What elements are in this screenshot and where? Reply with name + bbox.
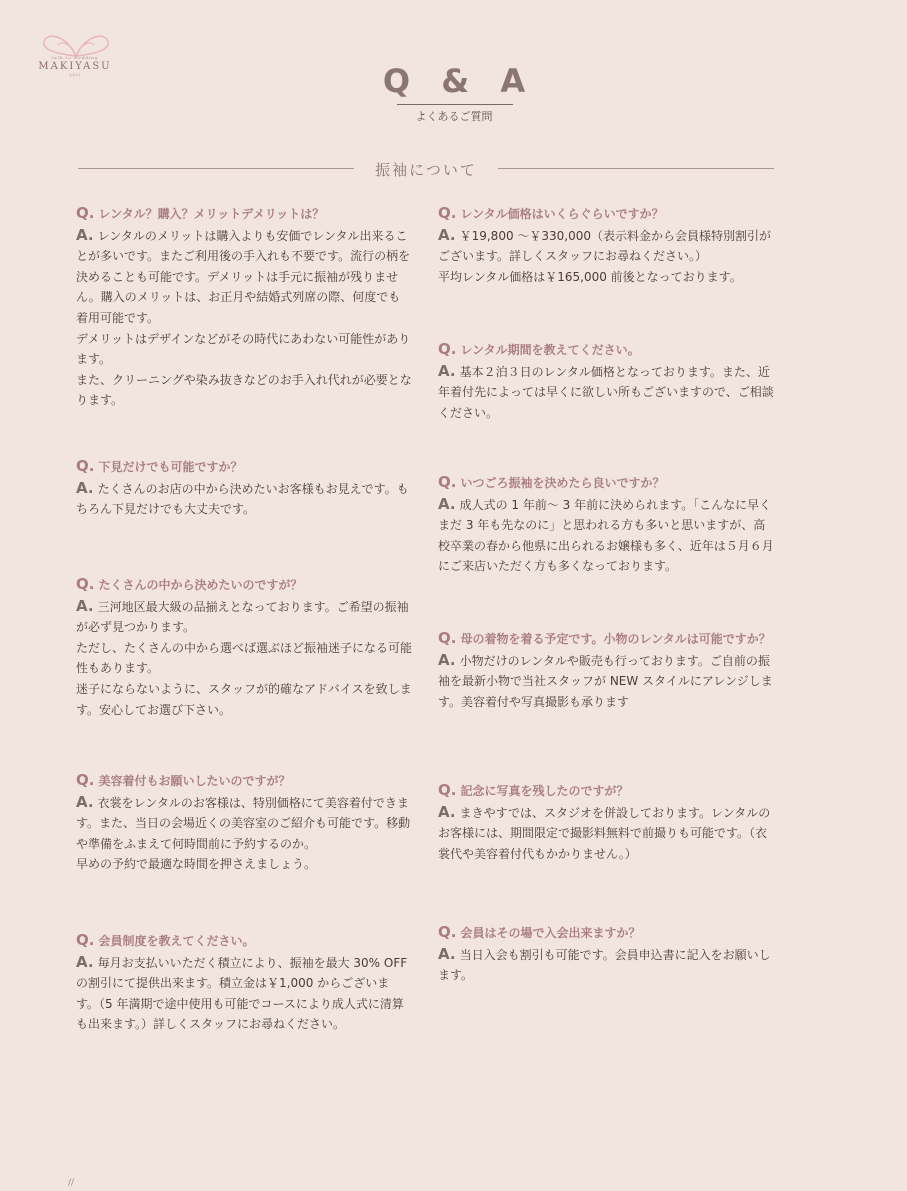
question-mark: Q.	[438, 204, 457, 222]
qa-item	[438, 780, 774, 864]
question-text: 会員制度を教えてください。	[98, 934, 255, 948]
question-mark: Q.	[438, 923, 457, 941]
question-text: 母の着物を着る予定です。小物のレンタルは可能ですか？	[460, 632, 771, 646]
qa-item	[76, 770, 412, 875]
answer-mark: A.	[76, 952, 94, 971]
question-mark: Q.	[76, 457, 95, 475]
question-text: いつごろ振袖を決めたら良いですか？	[460, 476, 665, 490]
answer-text: 衣裳をレンタルのお客様は、特別価格にて美容着付できます。また、当日の会場近くの美容室のご紹介も可能です。移動や準備をふまえて何時間前に予約するのか。	[76, 795, 411, 851]
section-title: 振袖について	[375, 161, 477, 179]
answer-text: また、クリーニングや染み抜きなどのお手入れ代れが必要となります。	[76, 372, 412, 408]
page-subtitle: よくあるご質問	[415, 110, 493, 123]
title-underline	[397, 104, 513, 105]
answer-mark: A.	[438, 944, 456, 963]
answer-text: たくさんのお店の中から決めたいお客様もお見えです。もちろん下見だけでも大丈夫です。	[76, 481, 409, 517]
question-text: 下見だけでも可能ですか？	[98, 460, 243, 474]
answer-text: 早めの予約で最適な時間を押さえましょう。	[76, 857, 317, 872]
answer-text: ￥19,800 〜￥330,000（表示料金から会員様特別割引がございます。詳しくスタッフにお尋ねください。）	[438, 228, 772, 264]
question-text: 会員はその場で入会出来ますか？	[460, 926, 641, 940]
qa-item	[438, 922, 774, 986]
answer-text: 当日入会も割引も可能です。会員申込書に記入をお願いします。	[438, 947, 771, 983]
question-text: 美容着付もお願いしたいのですが？	[98, 774, 291, 788]
answer-text: ただし、たくさんの中から選べば選ぶほど振袖迷子になる可能性もあります。	[76, 640, 413, 676]
question-mark: Q.	[438, 781, 457, 799]
qa-item	[76, 203, 412, 411]
logo-tagline: talk to wedding	[51, 55, 99, 60]
question-mark: Q.	[438, 340, 457, 358]
answer-mark: A.	[438, 802, 456, 821]
answer-text: 迷子にならないように、スタッフが的確なアドバイスを致します。安心してお選び下さい。	[76, 681, 412, 717]
answer-text: まきやすでは、スタジオを併設しております。レンタルのお客様には、期間限定で撮影料無料で前撮りも可能です。（衣裳代や美容着付代もかかりません。）	[438, 805, 771, 861]
brand-logo	[30, 30, 120, 80]
question-text: レンタル価格はいくらぐらいですか？	[460, 207, 664, 221]
answer-text: レンタルのメリットは購入よりも安価でレンタル出来ることが多いです。またご利用後の手入れも不要です。流行の柄を決めることも可能です。デメリットは手元に振袖が残りません。購入のメリットは、お正月や結婚式列席の際、何度でも着用可能です。	[76, 228, 411, 325]
qa-item	[438, 628, 774, 712]
question-mark: Q.	[76, 771, 95, 789]
answer-mark: A.	[438, 494, 456, 513]
answer-mark: A.	[438, 225, 456, 244]
logo-subtext: まきやす	[68, 73, 81, 77]
answer-text: デメリットはデザインなどがその時代にあわない可能性があります。	[76, 331, 411, 367]
question-mark: Q.	[76, 931, 95, 949]
qa-item	[76, 574, 412, 720]
question-mark: Q.	[438, 473, 457, 491]
answer-text: 小物だけのレンタルや販売も行っております。ご自前の振袖を最新小物で当社スタッフが NEW スタイルにアレンジします。美容着付や写真撮影も承ります	[438, 653, 773, 709]
qa-item	[76, 456, 412, 520]
question-mark: Q.	[438, 629, 457, 647]
section-divider-right	[498, 168, 774, 169]
answer-mark: A.	[76, 225, 94, 244]
qa-item	[76, 930, 412, 1035]
qa-item	[438, 472, 774, 577]
question-mark: Q.	[76, 204, 95, 222]
answer-mark: A.	[76, 596, 94, 615]
question-mark: Q.	[76, 575, 95, 593]
qa-item	[438, 203, 774, 287]
answer-mark: A.	[438, 361, 456, 380]
answer-text: 三河地区最大級の品揃えとなっております。ご希望の振袖が必ず見つかります。	[76, 599, 409, 635]
logo-name: MAKIYASU	[38, 61, 112, 72]
qa-item	[438, 339, 774, 423]
answer-text: 毎月お支払いいただく積立により、振袖を最大 30% OFF の割引にて提供出来ます。積立金は￥1,000 からございます。（5 年満期で途中使用も可能でコースにより成人式に清算も出来ます。）詳しくスタッフにお尋ねください。	[76, 955, 408, 1032]
answer-mark: A.	[76, 792, 94, 811]
question-text: 記念に写真を残したのですが？	[460, 784, 629, 798]
question-text: レンタル期間を教えてください。	[460, 343, 640, 357]
answer-text: 平均レンタル価格は￥165,000 前後となっております。	[438, 269, 742, 284]
answer-text: 基本２泊３日のレンタル価格となっております。また、近年着付先によっては早くに欲しい所もございますので、ご相談ください。	[438, 364, 774, 420]
answer-text: 成人式の 1 年前〜 3 年前に決められます。「こんなに早くまだ 3 年も先なのに」と思われる方も多いと思いますが、高校卒業の春から他県に出られるお嬢様も多く、近年は５月６月にご来店いただく方も多くなっております。	[438, 497, 774, 574]
page-title: Q & A	[382, 62, 536, 100]
question-text: レンタル？購入？メリットデメリットは？	[98, 207, 325, 221]
answer-mark: A.	[76, 478, 94, 497]
answer-mark: A.	[438, 650, 456, 669]
page-mark: //	[68, 1178, 75, 1188]
section-divider-left	[78, 168, 354, 169]
question-text: たくさんの中から決めたいのですが？	[98, 578, 303, 592]
